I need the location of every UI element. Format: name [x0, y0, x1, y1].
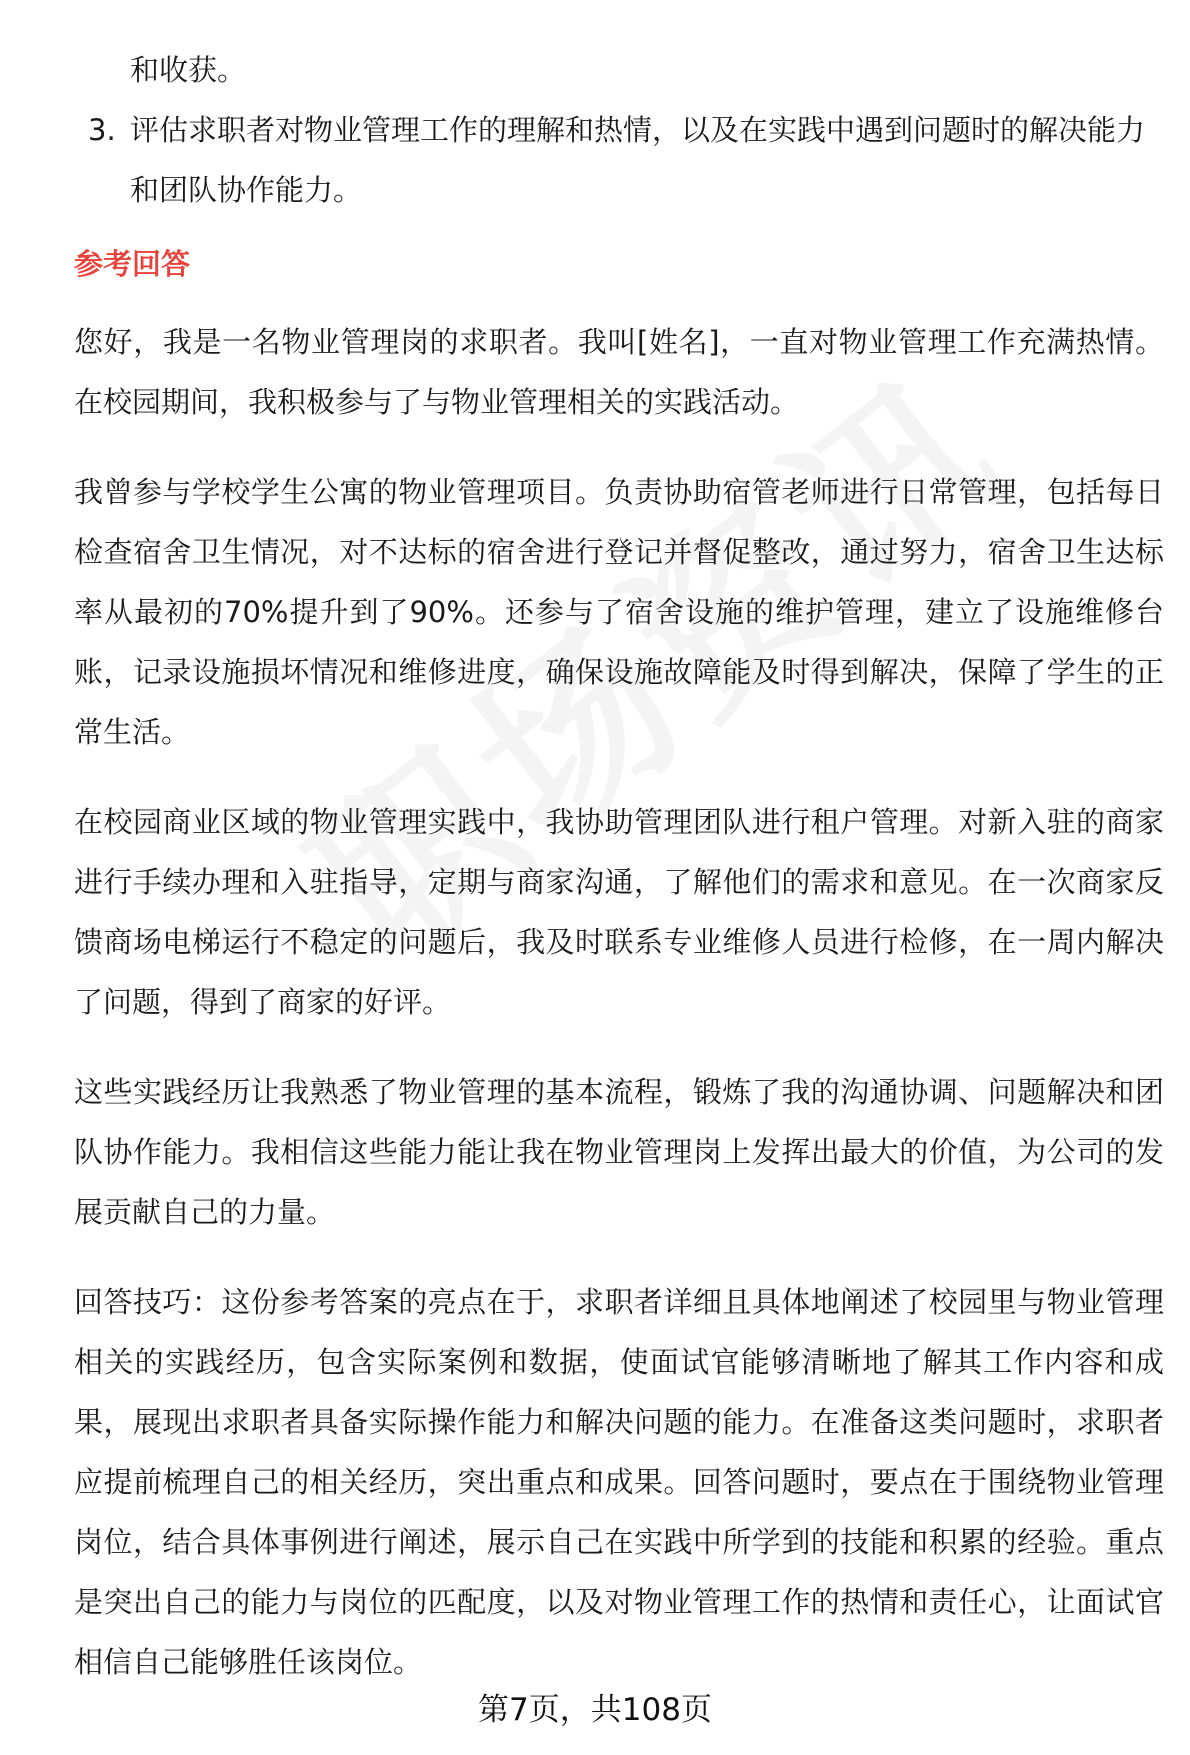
- answer-paragraph-3: 在校园商业区域的物业管理实践中，我协助管理团队进行租户管理。对新入驻的商家进行手续办理和入驻指导，定期与商家沟通，了解他们的需求和意见。在一次商家反馈商场电梯运行不稳定的问题后，我及时联系专业维修人员进行检修，在一周内解决了问题，得到了商家的好评。: [74, 805, 1164, 1019]
- page-number: 第7页，共108页: [478, 1692, 712, 1728]
- section-title: 参考回答: [74, 247, 191, 281]
- answer-paragraph-1: 您好，我是一名物业管理岗的求职者。我叫[姓名]，一直对物业管理工作充满热情。在校园期间，我积极参与了与物业管理相关的实践活动。: [74, 325, 1164, 419]
- page-content: [74, 40, 1164, 1722]
- answer-paragraph-4: 这些实践经历让我熟悉了物业管理的基本流程，锻炼了我的沟通协调、问题解决和团队协作能力。我相信这些能力能让我在物业管理岗上发挥出最大的价值，为公司的发展贡献自己的力量。: [74, 1075, 1164, 1229]
- list-item-text: 评估求职者对物业管理工作的理解和热情，以及在实践中遇到问题时的解决能力和团队协作能力。: [130, 113, 1146, 207]
- answer-tips: 回答技巧：这份参考答案的亮点在于，求职者详细且具体地阐述了校园里与物业管理相关的实践经历，包含实际案例和数据，使面试官能够清晰地了解其工作内容和成果，展现出求职者具备实际操作能力和解决问题的能力。在准备这类问题时，求职者应提前梳理自己的相关经历，突出重点和成果。回答问题时，要点在于围绕物业管理岗位，结合具体事例进行阐述，展示自己在实践中所学到的技能和积累的经验。重点是突出自己的能力与岗位的匹配度，以及对物业管理工作的热情和责任心，让面试官相信自己能够胜任该岗位。: [74, 1285, 1164, 1679]
- list-item-number: 3.: [88, 113, 116, 147]
- list-item-continuation: 和收获。: [130, 53, 247, 87]
- answer-paragraph-2: 我曾参与学校学生公寓的物业管理项目。负责协助宿管老师进行日常管理，包括每日检查宿舍卫生情况，对不达标的宿舍进行登记并督促整改，通过努力，宿舍卫生达标率从最初的70%提升到了90%。还参与了宿舍设施的维护管理，建立了设施维修台账，记录设施损坏情况和维修进度，确保设施故障能及时得到解决，保障了学生的正常生活。: [74, 475, 1164, 749]
- list-item-3: [74, 100, 1164, 220]
